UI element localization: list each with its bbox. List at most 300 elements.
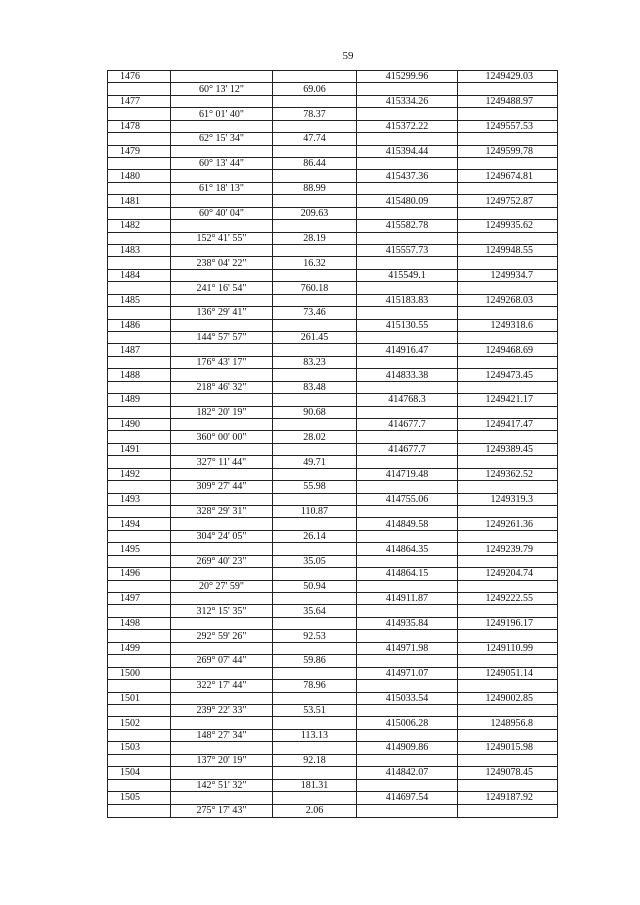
empty-cell	[171, 543, 273, 554]
point-coordinates-subrow	[108, 643, 557, 655]
empty-cell	[357, 183, 458, 194]
empty-cell	[108, 581, 171, 592]
point-number-cell: 1500	[108, 668, 171, 679]
segment-subrow	[108, 83, 557, 95]
segment-length-cell: 53.51	[273, 705, 357, 716]
empty-cell	[458, 556, 557, 567]
segment-length-cell: 83.23	[273, 357, 357, 368]
empty-cell	[458, 531, 557, 542]
point-coordinates-subrow	[108, 692, 557, 704]
x-coordinate-cell: 415480.09	[357, 195, 458, 206]
segment-length-cell: 90.68	[273, 407, 357, 418]
y-coordinate-cell: 1249473.45	[485, 369, 533, 381]
empty-cell	[171, 170, 273, 181]
table-row	[108, 668, 557, 693]
point-number-cell: 1496	[108, 568, 171, 579]
point-coordinates-subrow	[108, 419, 557, 431]
empty-cell	[108, 531, 171, 542]
empty-cell	[171, 742, 273, 753]
empty-cell	[273, 121, 357, 132]
empty-cell	[357, 382, 458, 393]
point-coordinates-subrow	[108, 270, 557, 282]
direction-angle-cell: 309° 27' 44"	[171, 481, 273, 492]
empty-cell	[458, 705, 557, 716]
empty-cell	[458, 158, 557, 169]
point-coordinates-subrow	[108, 792, 557, 805]
x-coordinate-cell: 414909.86	[357, 742, 458, 753]
empty-cell	[273, 518, 357, 529]
point-coordinates-subrow	[108, 369, 557, 381]
segment-subrow	[108, 481, 557, 493]
empty-cell	[108, 257, 171, 268]
y-coordinate-cell: 1249239.79	[485, 543, 533, 555]
segment-length-cell: 78.37	[273, 108, 357, 119]
empty-cell	[458, 456, 557, 467]
point-number-cell: 1498	[108, 618, 171, 629]
empty-cell	[458, 755, 557, 766]
empty-cell	[357, 531, 458, 542]
empty-cell	[108, 506, 171, 517]
segment-length-cell: 55.98	[273, 481, 357, 492]
point-coordinates-subrow	[108, 568, 557, 580]
segment-subrow	[108, 456, 557, 468]
empty-cell	[273, 469, 357, 480]
segment-length-cell: 83.48	[273, 382, 357, 393]
x-coordinate-cell: 415033.54	[357, 692, 458, 703]
empty-cell	[108, 332, 171, 343]
point-number-cell: 1481	[108, 195, 171, 206]
table-row	[108, 320, 557, 345]
empty-cell	[458, 581, 557, 592]
empty-cell	[108, 357, 171, 368]
table-row	[108, 220, 557, 245]
segment-subrow	[108, 705, 557, 717]
segment-length-cell: 28.19	[273, 233, 357, 244]
empty-cell	[357, 780, 458, 791]
table-row	[108, 195, 557, 220]
x-coordinate-cell: 414864.35	[357, 543, 458, 554]
segment-length-cell: 92.18	[273, 755, 357, 766]
empty-cell	[108, 705, 171, 716]
table-row	[108, 593, 557, 618]
empty-cell	[273, 494, 357, 505]
point-coordinates-subrow	[108, 170, 557, 182]
empty-cell	[273, 717, 357, 728]
y-coordinate-cell: 1249421.17	[485, 394, 533, 406]
direction-angle-cell: 322° 17' 44"	[171, 680, 273, 691]
point-number-cell: 1492	[108, 469, 171, 480]
empty-cell	[273, 344, 357, 355]
empty-cell	[357, 407, 458, 418]
y-coordinate-cell: 1249002.85	[485, 692, 533, 704]
empty-cell	[357, 805, 458, 817]
empty-cell	[357, 233, 458, 244]
table-row	[108, 568, 557, 593]
table-row	[108, 394, 557, 419]
direction-angle-cell: 275° 17' 43"	[171, 805, 273, 817]
empty-cell	[458, 630, 557, 641]
empty-cell	[357, 158, 458, 169]
x-coordinate-cell: 414971.98	[357, 643, 458, 654]
empty-cell	[171, 295, 273, 306]
segment-subrow	[108, 605, 557, 617]
empty-cell	[273, 270, 357, 281]
point-coordinates-subrow	[108, 543, 557, 555]
direction-angle-cell: 176° 43' 17"	[171, 357, 273, 368]
point-coordinates-subrow	[108, 71, 557, 83]
point-coordinates-subrow	[108, 245, 557, 257]
empty-cell	[458, 382, 557, 393]
empty-cell	[171, 270, 273, 281]
direction-angle-cell: 20° 27' 59"	[171, 581, 273, 592]
empty-cell	[108, 456, 171, 467]
page-number: 59	[342, 50, 354, 62]
empty-cell	[273, 444, 357, 455]
direction-angle-cell: 328° 29' 31"	[171, 506, 273, 517]
table-row	[108, 146, 557, 171]
empty-cell	[273, 96, 357, 107]
y-coordinate-cell: 1249948.55	[485, 245, 533, 257]
empty-cell	[357, 556, 458, 567]
segment-subrow	[108, 581, 557, 593]
y-coordinate-cell: 1249752.87	[485, 195, 533, 207]
empty-cell	[171, 593, 273, 604]
segment-subrow	[108, 506, 557, 518]
empty-cell	[458, 183, 557, 194]
empty-cell	[357, 605, 458, 616]
empty-cell	[273, 320, 357, 331]
empty-cell	[171, 71, 273, 82]
segment-length-cell: 88.99	[273, 183, 357, 194]
direction-angle-cell: 239° 22' 33"	[171, 705, 273, 716]
segment-subrow	[108, 556, 557, 568]
table-row	[108, 494, 557, 519]
y-coordinate-cell: 1249319.3	[490, 493, 533, 505]
y-coordinate-cell: 1249389.45	[485, 444, 533, 456]
empty-cell	[108, 282, 171, 293]
x-coordinate-cell: 414677.7	[357, 419, 458, 430]
point-number-cell: 1494	[108, 518, 171, 529]
empty-cell	[357, 456, 458, 467]
direction-angle-cell: 142° 51' 32"	[171, 780, 273, 791]
point-coordinates-subrow	[108, 518, 557, 530]
segment-length-cell: 73.46	[273, 307, 357, 318]
empty-cell	[273, 295, 357, 306]
empty-cell	[458, 133, 557, 144]
point-number-cell: 1484	[108, 270, 171, 281]
point-number-cell: 1483	[108, 245, 171, 256]
empty-cell	[357, 431, 458, 442]
segment-length-cell: 209.63	[273, 208, 357, 219]
x-coordinate-cell: 415394.44	[357, 146, 458, 157]
table-row	[108, 71, 557, 96]
segment-length-cell: 26.14	[273, 531, 357, 542]
point-number-cell: 1478	[108, 121, 171, 132]
segment-subrow	[108, 108, 557, 120]
empty-cell	[171, 643, 273, 654]
empty-cell	[273, 692, 357, 703]
segment-length-cell: 47.74	[273, 133, 357, 144]
x-coordinate-cell: 414768.3	[357, 394, 458, 405]
x-coordinate-cell: 414755.06	[357, 494, 458, 505]
point-coordinates-subrow	[108, 494, 557, 506]
point-coordinates-subrow	[108, 195, 557, 207]
empty-cell	[171, 618, 273, 629]
y-coordinate-cell: 1249599.78	[485, 145, 533, 157]
empty-cell	[357, 133, 458, 144]
direction-angle-cell: 241° 16' 54"	[171, 282, 273, 293]
empty-cell	[108, 655, 171, 666]
direction-angle-cell: 269° 07' 44"	[171, 655, 273, 666]
table-row	[108, 692, 557, 717]
point-number-cell: 1495	[108, 543, 171, 554]
empty-cell	[458, 655, 557, 666]
x-coordinate-cell: 415183.83	[357, 295, 458, 306]
point-number-cell: 1490	[108, 419, 171, 430]
x-coordinate-cell: 414719.48	[357, 469, 458, 480]
empty-cell	[171, 668, 273, 679]
point-coordinates-subrow	[108, 668, 557, 680]
table-row	[108, 245, 557, 270]
empty-cell	[357, 630, 458, 641]
empty-cell	[108, 630, 171, 641]
x-coordinate-cell: 414864.15	[357, 568, 458, 579]
y-coordinate-cell: 1249268.03	[485, 294, 533, 306]
point-coordinates-subrow	[108, 220, 557, 232]
empty-cell	[273, 170, 357, 181]
empty-cell	[273, 543, 357, 554]
y-coordinate-cell: 1249674.81	[485, 170, 533, 182]
segment-subrow	[108, 183, 557, 195]
point-number-cell: 1488	[108, 369, 171, 380]
empty-cell	[458, 481, 557, 492]
empty-cell	[273, 643, 357, 654]
point-coordinates-subrow	[108, 618, 557, 630]
empty-cell	[357, 307, 458, 318]
empty-cell	[171, 792, 273, 804]
point-number-cell: 1476	[108, 71, 171, 82]
table-row	[108, 643, 557, 668]
segment-subrow	[108, 382, 557, 394]
direction-angle-cell: 182° 20' 19"	[171, 407, 273, 418]
table-row	[108, 121, 557, 146]
y-coordinate-cell: 1249204.74	[485, 568, 533, 580]
direction-angle-cell: 238° 04' 22"	[171, 257, 273, 268]
empty-cell	[273, 792, 357, 804]
y-coordinate-cell: 1249187.92	[485, 792, 533, 804]
empty-cell	[171, 96, 273, 107]
x-coordinate-cell: 414833.38	[357, 369, 458, 380]
direction-angle-cell: 60° 13' 12"	[171, 83, 273, 94]
table-row	[108, 767, 557, 792]
point-number-cell: 1491	[108, 444, 171, 455]
direction-angle-cell: 360° 00' 00"	[171, 431, 273, 442]
segment-length-cell: 92.53	[273, 630, 357, 641]
x-coordinate-cell: 414971.07	[357, 668, 458, 679]
point-coordinates-subrow	[108, 146, 557, 158]
empty-cell	[171, 518, 273, 529]
empty-cell	[273, 369, 357, 380]
empty-cell	[171, 344, 273, 355]
empty-cell	[357, 705, 458, 716]
direction-angle-cell: 148° 27' 34"	[171, 730, 273, 741]
empty-cell	[458, 730, 557, 741]
y-coordinate-cell: 1249261.36	[485, 518, 533, 530]
direction-angle-cell: 61° 01' 40"	[171, 108, 273, 119]
empty-cell	[108, 556, 171, 567]
empty-cell	[458, 307, 557, 318]
empty-cell	[357, 655, 458, 666]
empty-cell	[108, 431, 171, 442]
direction-angle-cell: 327° 11' 44"	[171, 456, 273, 467]
empty-cell	[108, 755, 171, 766]
segment-subrow	[108, 357, 557, 369]
table-row	[108, 295, 557, 320]
empty-cell	[108, 183, 171, 194]
point-number-cell: 1482	[108, 220, 171, 231]
segment-subrow	[108, 680, 557, 692]
empty-cell	[273, 71, 357, 82]
x-coordinate-cell: 414677.7	[357, 444, 458, 455]
empty-cell	[171, 494, 273, 505]
empty-cell	[108, 233, 171, 244]
empty-cell	[357, 208, 458, 219]
direction-angle-cell: 60° 40' 04"	[171, 208, 273, 219]
empty-cell	[108, 605, 171, 616]
empty-cell	[108, 108, 171, 119]
point-number-cell: 1502	[108, 717, 171, 728]
table-row	[108, 543, 557, 568]
empty-cell	[273, 146, 357, 157]
x-coordinate-cell: 415582.78	[357, 220, 458, 231]
table-row	[108, 369, 557, 394]
segment-length-cell: 181.31	[273, 780, 357, 791]
point-coordinates-subrow	[108, 344, 557, 356]
empty-cell	[458, 83, 557, 94]
point-coordinates-subrow	[108, 742, 557, 754]
x-coordinate-cell: 415006.28	[357, 717, 458, 728]
x-coordinate-cell: 414842.07	[357, 767, 458, 778]
direction-angle-cell: 312° 15' 35"	[171, 605, 273, 616]
empty-cell	[458, 108, 557, 119]
segment-length-cell: 35.64	[273, 605, 357, 616]
empty-cell	[171, 568, 273, 579]
point-coordinates-subrow	[108, 96, 557, 108]
x-coordinate-cell: 415437.36	[357, 170, 458, 181]
y-coordinate-cell: 1249051.14	[485, 667, 533, 679]
y-coordinate-cell: 1249078.45	[485, 767, 533, 779]
empty-cell	[108, 780, 171, 791]
table-row	[108, 419, 557, 444]
x-coordinate-cell: 415557.73	[357, 245, 458, 256]
y-coordinate-cell: 1249222.55	[485, 593, 533, 605]
empty-cell	[357, 581, 458, 592]
y-coordinate-cell: 1249318.6	[490, 319, 533, 331]
empty-cell	[357, 257, 458, 268]
point-coordinates-subrow	[108, 320, 557, 332]
empty-cell	[171, 717, 273, 728]
empty-cell	[108, 307, 171, 318]
coordinates-table	[107, 70, 558, 818]
segment-length-cell: 261.45	[273, 332, 357, 343]
empty-cell	[273, 220, 357, 231]
empty-cell	[108, 382, 171, 393]
empty-cell	[357, 481, 458, 492]
point-number-cell: 1485	[108, 295, 171, 306]
empty-cell	[357, 755, 458, 766]
empty-cell	[357, 680, 458, 691]
x-coordinate-cell: 415130.55	[357, 320, 458, 331]
y-coordinate-cell: 1249417.47	[485, 419, 533, 431]
empty-cell	[357, 730, 458, 741]
empty-cell	[458, 605, 557, 616]
empty-cell	[171, 320, 273, 331]
y-coordinate-cell: 1249488.97	[485, 96, 533, 108]
empty-cell	[108, 83, 171, 94]
empty-cell	[108, 481, 171, 492]
empty-cell	[171, 220, 273, 231]
direction-angle-cell: 60° 13' 44"	[171, 158, 273, 169]
segment-subrow	[108, 730, 557, 742]
segment-length-cell: 2.06	[273, 805, 357, 817]
empty-cell	[357, 83, 458, 94]
empty-cell	[273, 668, 357, 679]
empty-cell	[357, 332, 458, 343]
empty-cell	[357, 282, 458, 293]
segment-length-cell: 69.06	[273, 83, 357, 94]
point-number-cell: 1489	[108, 394, 171, 405]
segment-subrow	[108, 531, 557, 543]
y-coordinate-cell: 1249468.69	[485, 344, 533, 356]
segment-subrow	[108, 755, 557, 767]
empty-cell	[171, 419, 273, 430]
empty-cell	[273, 394, 357, 405]
point-coordinates-subrow	[108, 121, 557, 133]
empty-cell	[458, 506, 557, 517]
segment-length-cell: 86.44	[273, 158, 357, 169]
empty-cell	[458, 257, 557, 268]
x-coordinate-cell: 414849.58	[357, 518, 458, 529]
segment-subrow	[108, 233, 557, 245]
direction-angle-cell: 292° 59' 26"	[171, 630, 273, 641]
segment-subrow	[108, 407, 557, 419]
table-row	[108, 518, 557, 543]
table-row	[108, 618, 557, 643]
empty-cell	[458, 332, 557, 343]
segment-subrow	[108, 655, 557, 667]
y-coordinate-cell: 1249362.52	[485, 468, 533, 480]
segment-length-cell: 50.94	[273, 581, 357, 592]
segment-subrow	[108, 431, 557, 443]
segment-length-cell: 35.05	[273, 556, 357, 567]
empty-cell	[458, 407, 557, 418]
direction-angle-cell: 304° 24' 05"	[171, 531, 273, 542]
y-coordinate-cell: 1249196.17	[485, 618, 533, 630]
table-row	[108, 96, 557, 121]
table-row	[108, 270, 557, 295]
segment-length-cell: 59.86	[273, 655, 357, 666]
empty-cell	[108, 805, 171, 817]
y-coordinate-cell: 1249110.99	[485, 642, 533, 654]
segment-subrow	[108, 307, 557, 319]
direction-angle-cell: 144° 57' 57"	[171, 332, 273, 343]
x-coordinate-cell: 414916.47	[357, 344, 458, 355]
point-number-cell: 1479	[108, 146, 171, 157]
segment-subrow	[108, 133, 557, 145]
empty-cell	[108, 208, 171, 219]
direction-angle-cell: 137° 20' 19"	[171, 755, 273, 766]
point-coordinates-subrow	[108, 767, 557, 779]
